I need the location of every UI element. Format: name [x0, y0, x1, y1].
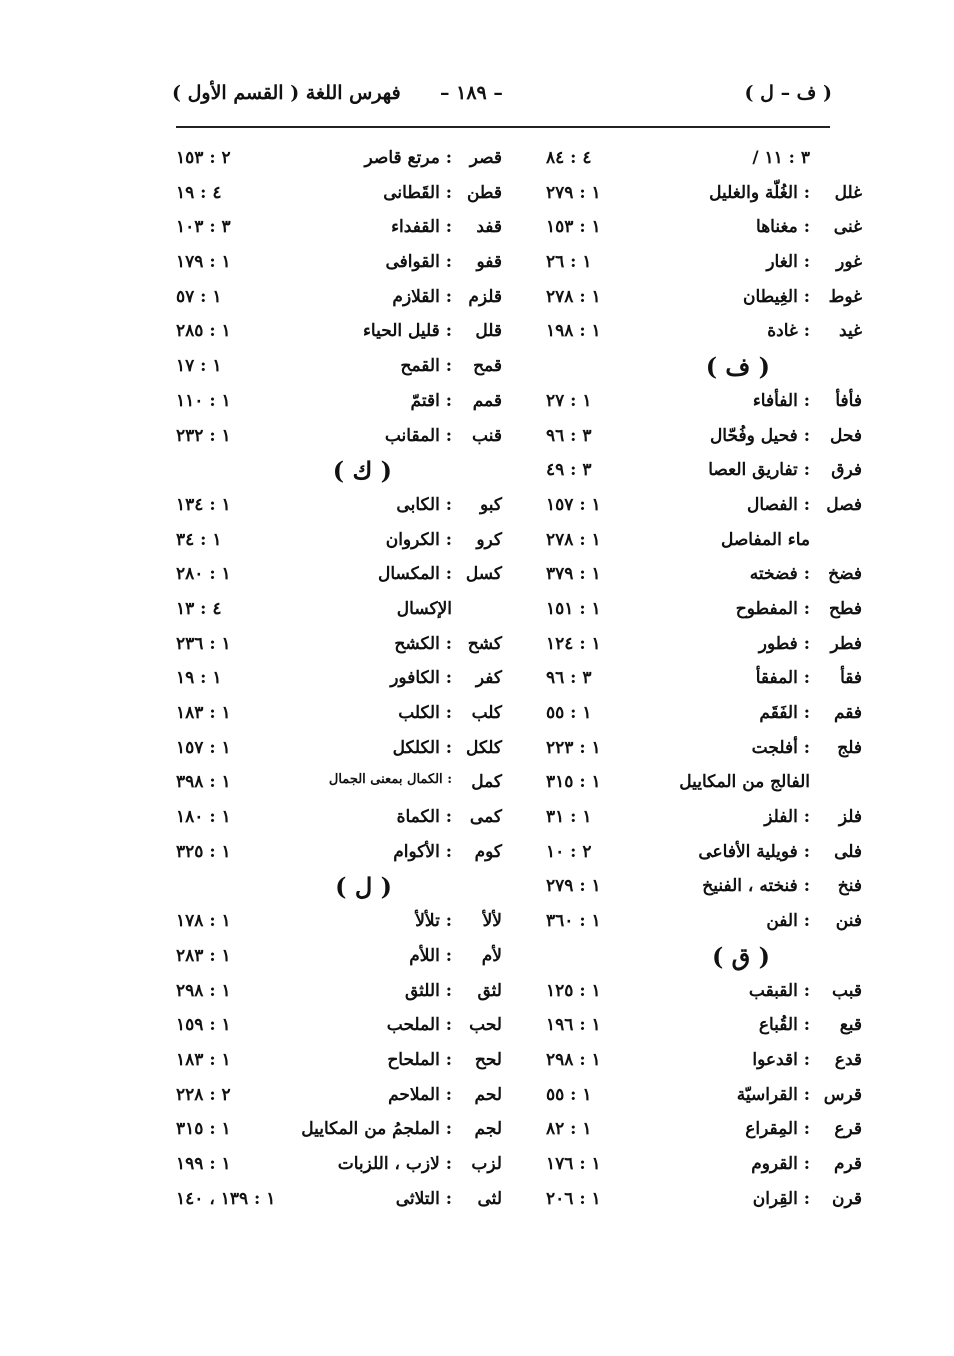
entry-word: : المقانب [384, 425, 452, 446]
index-entry [542, 1181, 862, 1216]
index-entry [542, 244, 862, 279]
header-letters: ( ف – ل ) [744, 82, 832, 104]
entry-root: غور [836, 252, 862, 273]
section-heading-row [542, 348, 862, 383]
entry-reference: ١ : ١١٠ [176, 390, 231, 411]
index-entry [172, 348, 502, 383]
entry-root: قدع [834, 1049, 862, 1070]
index-entry [542, 556, 862, 591]
entry-root: قفو [476, 252, 502, 273]
index-entry [172, 695, 502, 730]
entry-root: قبع [839, 1015, 862, 1036]
index-entry [172, 799, 502, 834]
index-entry [172, 487, 502, 522]
entry-root: فطح [828, 598, 862, 619]
entry-word: : الغُلّة والغليل [709, 182, 810, 203]
entry-word: : الملجمُ من المكاييل [301, 1119, 452, 1140]
entry-reference: ١ : ٣١٥ [546, 772, 601, 793]
entry-root: كمل [471, 772, 502, 793]
entry-word: : الغار [766, 252, 810, 273]
entry-root: قلل [475, 321, 502, 342]
section-letter-heading: ( ف ) [705, 352, 770, 382]
entry-root: فلز [838, 807, 862, 828]
entry-root: قبب [832, 980, 862, 1001]
entry-word: : القُباع [758, 1015, 810, 1036]
section-heading-row [542, 938, 862, 973]
entry-reference: ١ : ١٣٤ [176, 494, 231, 515]
entry-reference: ١ : ٣٧٩ [546, 564, 601, 585]
index-entry [542, 140, 862, 175]
entry-root: كسل [465, 564, 502, 585]
index-entry [172, 903, 502, 938]
entry-word: : القفداء [391, 217, 452, 238]
page-number: – ١٨٩ – [440, 82, 503, 104]
entry-root: قرم [833, 1153, 862, 1174]
entry-word: : فحيل وفُحّال [709, 425, 810, 446]
entry-reference: ١ : ١٥٧ [546, 494, 601, 515]
index-entry [172, 244, 502, 279]
index-entry [172, 279, 502, 314]
entry-root: كشح [467, 633, 502, 654]
entry-word: : مغناها [756, 217, 810, 238]
entry-root: غيد [839, 321, 862, 342]
entry-root: فرق [831, 460, 862, 481]
entry-word: : الأكوام [393, 841, 452, 862]
index-entry [172, 591, 502, 626]
entry-root: قلزم [468, 286, 502, 307]
entry-root: فطر [830, 633, 862, 654]
index-entry [172, 660, 502, 695]
entry-reference: ١ : ١٧٩ [176, 252, 231, 273]
entry-reference: ١ : ١٣٩ ، ١٤٠ [176, 1188, 276, 1209]
entry-reference: ١ : ٢٢٣ [546, 737, 601, 758]
entry-reference: ١ : ٢٠٦ [546, 1188, 601, 1209]
entry-word: : القروم [751, 1153, 810, 1174]
entry-word: : الكلكل [392, 737, 452, 758]
entry-root: كلب [471, 703, 502, 723]
entry-root: فقأ [840, 668, 862, 689]
entry-reference: ١ : ٢٧ [546, 390, 592, 411]
entry-word: ٣ : ١١ / [752, 148, 810, 168]
entry-root: لحح [474, 1049, 502, 1070]
entry-root: غوط [828, 286, 862, 307]
index-entry [542, 903, 862, 938]
entry-word: : التلاثى [395, 1188, 452, 1209]
entry-word: : الملحب [386, 1015, 452, 1036]
entry-word: : القبقب [748, 980, 810, 1001]
entry-word: : الفلز [764, 807, 810, 828]
entry-word: : المفقأ [755, 668, 810, 689]
entry-reference: ٤ : ١٩ [176, 182, 222, 203]
index-entry [542, 313, 862, 348]
entry-reference: ١ : ٢٧٩ [546, 182, 601, 203]
entry-reference: ١ : ٣١٥ [176, 1119, 231, 1140]
section-heading-row [172, 452, 502, 487]
entry-reference: ٤ : ١٣ [176, 598, 222, 619]
entry-reference: ١ : ٣٤ [176, 529, 222, 550]
index-entry [172, 313, 502, 348]
entry-reference: ٢ : ١٠ [546, 841, 592, 862]
entry-root: غلل [834, 182, 862, 203]
index-entry [542, 695, 862, 730]
entry-reference: ١ : ٢٨٠ [176, 564, 231, 585]
entry-reference: ١ : ٢٩٨ [176, 980, 231, 1001]
entry-word: الإكسال [396, 598, 452, 619]
section-letter-heading: ( ك ) [332, 456, 392, 486]
index-entry [172, 1042, 502, 1077]
index-column-right [542, 140, 862, 1215]
entry-reference: ١ : ٢٩٨ [546, 1049, 601, 1070]
index-entry [542, 868, 862, 903]
entry-reference: ١ : ١٩٦ [546, 1015, 601, 1036]
entry-word: : الكافور [390, 668, 452, 689]
index-entry [172, 764, 502, 799]
entry-reference: ١ : ٢٧٩ [546, 876, 601, 897]
entry-root: فقم [833, 703, 862, 723]
entry-word: : المكسال [377, 564, 452, 585]
entry-word: : اللثق [404, 980, 452, 1001]
index-entry [172, 140, 502, 175]
index-entry [172, 209, 502, 244]
index-entry [172, 1146, 502, 1181]
entry-root: قطن [466, 182, 502, 203]
entry-reference: ١ : ١٧٨ [176, 911, 231, 932]
entry-reference: ١ : ٣٦٠ [546, 911, 601, 932]
index-entry [172, 383, 502, 418]
entry-reference: ١ : ١٨٣ [176, 1049, 231, 1070]
entry-root: قفد [476, 217, 502, 238]
index-entry [542, 452, 862, 487]
entry-word: : الكماة [396, 807, 452, 828]
index-entry [172, 1111, 502, 1146]
entry-root: قرس [823, 1084, 862, 1105]
entry-word: : فضخته [749, 564, 810, 585]
index-column-left [172, 140, 502, 1215]
entry-reference: ١ : ٥٥ [546, 1084, 592, 1105]
entry-reference: ٣ : ١٠٣ [176, 217, 231, 238]
entry-root: لألأ [482, 911, 502, 932]
entry-root: قرن [832, 1188, 862, 1209]
entry-reference: ٤ : ٨٤ [546, 148, 592, 168]
entry-word: : الكلب [398, 703, 452, 723]
index-entry [542, 973, 862, 1008]
entry-root: كفر [475, 668, 502, 689]
entry-root: لثق [477, 980, 502, 1001]
entry-word: : الملاحم [388, 1084, 452, 1105]
index-entry [542, 418, 862, 453]
entry-reference: ١ : ١٧٦ [546, 1153, 601, 1174]
entry-reference: ١ : ١٧ [176, 356, 222, 377]
index-entry [542, 522, 862, 557]
section-heading-row [172, 868, 502, 903]
entry-reference: ٢ : ١٥٣ [176, 148, 231, 168]
entry-root: كلكل [466, 737, 502, 758]
entry-word: : الغِيطان [742, 286, 810, 307]
entry-root: لزب [471, 1153, 502, 1174]
index-entry [542, 279, 862, 314]
index-entry [172, 556, 502, 591]
entry-reference: ٣ : ٤٩ [546, 460, 592, 481]
section-letter-heading: ( ق ) [711, 941, 770, 971]
index-entry [542, 1077, 862, 1112]
entry-root: كمى [469, 807, 502, 828]
entry-root: قنب [472, 425, 502, 446]
index-entry [542, 1042, 862, 1077]
entry-reference: ١ : ١٨٠ [176, 807, 231, 828]
index-entry [542, 1111, 862, 1146]
entry-reference: ١ : ٣٢٥ [176, 841, 231, 862]
entry-word: : لازب ، اللزبات [337, 1153, 452, 1174]
index-entry [542, 626, 862, 661]
index-entry [542, 730, 862, 765]
entry-reference: ١ : ٥٥ [546, 703, 592, 723]
entry-root: لحم [474, 1084, 502, 1105]
running-title: فهرس اللغة ( القسم الأول ) [172, 82, 401, 104]
entry-reference: ١ : ١٩ [176, 668, 222, 689]
entry-word: : اقتمّ [410, 390, 452, 411]
entry-word: : تلألأ [415, 911, 452, 932]
index-entry [542, 1146, 862, 1181]
entry-reference: ١ : ٢٣٢ [176, 425, 231, 446]
entry-root: فنخ [837, 876, 862, 897]
entry-word: : فويلية الأفاعى [698, 841, 810, 862]
index-entry [172, 522, 502, 557]
entry-word: : الكشح [394, 633, 452, 654]
entry-word: : القِران [752, 1188, 810, 1209]
entry-reference: ١ : ٢٨٣ [176, 945, 231, 966]
entry-root: قرع [834, 1119, 862, 1140]
index-entry [172, 1181, 502, 1216]
entry-reference: ١ : ١٥٧ [176, 737, 231, 758]
entry-reference: ١ : ١٩٨ [546, 321, 601, 342]
entry-word: : القلازم [392, 286, 452, 307]
index-entry [542, 209, 862, 244]
entry-root: لأم [481, 945, 502, 966]
index-entry [542, 591, 862, 626]
index-entry [542, 799, 862, 834]
entry-word: : الكمال بمعنى الجمال [328, 772, 452, 788]
entry-word: : اقدعوا [752, 1049, 810, 1070]
index-entry [542, 175, 862, 210]
entry-word: : الملحاح [387, 1049, 452, 1070]
entry-root: فنن [835, 911, 862, 932]
entry-reference: ١ : ١٥١ [546, 598, 601, 619]
index-entry [542, 383, 862, 418]
entry-root: فلى [834, 841, 862, 862]
index-entry [172, 834, 502, 869]
entry-word: : اللأم [409, 945, 452, 966]
entry-reference: ١ : ١٥٩ [176, 1015, 231, 1036]
entry-word: : غادة [767, 321, 810, 342]
entry-word: : القَطانى [383, 182, 452, 203]
entry-word: : المِقراع [745, 1119, 810, 1140]
entry-root: لجم [474, 1119, 502, 1140]
entry-word: : فطور [758, 633, 810, 654]
entry-root: لحب [469, 1015, 502, 1036]
entry-reference: ١ : ٨٢ [546, 1119, 592, 1140]
index-entry [172, 1007, 502, 1042]
index-entry [172, 730, 502, 765]
entry-root: فلج [837, 737, 862, 758]
entry-reference: ١ : ٢٨٥ [176, 321, 231, 342]
entry-root: فأفأ [835, 390, 862, 411]
header-rule [176, 126, 830, 128]
entry-root: كبو [479, 494, 502, 515]
entry-root: فصل [826, 494, 862, 515]
entry-word: : مرتع قاصر [364, 148, 452, 168]
index-entry [542, 834, 862, 869]
entry-root: قصر [469, 148, 502, 168]
entry-word: : المفطوح [735, 598, 810, 619]
index-entry [542, 1007, 862, 1042]
entry-root: قمح [473, 356, 502, 377]
entry-word: : الفن [766, 911, 810, 932]
entry-reference: ١ : ٢٧٨ [546, 286, 601, 307]
index-entry [172, 973, 502, 1008]
entry-reference: ١ : ٢٣٦ [176, 633, 231, 654]
entry-reference: ٢ : ٢٢٨ [176, 1084, 231, 1105]
entry-word: : أفلجت [751, 737, 810, 758]
entry-word: : القمح [400, 356, 452, 377]
index-entry [542, 660, 862, 695]
entry-reference: ١ : ١٩٩ [176, 1153, 231, 1174]
entry-reference: ١ : ٣١ [546, 807, 592, 828]
entry-root: فضخ [828, 564, 862, 585]
index-entry [172, 626, 502, 661]
entry-word: الفالج من المكاييل [679, 772, 810, 793]
entry-reference: ١ : ٥٧ [176, 286, 222, 307]
entry-word: : القوافى [385, 252, 452, 273]
entry-word: : فنخته ، الفنيخ [702, 876, 810, 897]
entry-word: : الكروان [385, 529, 452, 550]
entry-reference: ١ : ٣٩٨ [176, 772, 231, 793]
entry-word: : قليل الحياء [362, 321, 452, 342]
entry-root: غنى [833, 217, 862, 238]
entry-reference: ٣ : ٩٦ [546, 425, 592, 446]
index-entry [172, 1077, 502, 1112]
entry-reference: ١ : ٢٦ [546, 252, 592, 273]
entry-word: : الكابى [396, 494, 452, 515]
entry-root: قمم [472, 390, 502, 411]
index-entry [542, 487, 862, 522]
entry-word: : الفَقَم [759, 703, 810, 723]
entry-root: كرو [476, 529, 502, 550]
index-entry [542, 764, 862, 799]
entry-word: ماء المفاصل [720, 529, 810, 550]
entry-reference: ١ : ٢٧٨ [546, 529, 601, 550]
section-letter-heading: ( ل ) [335, 872, 392, 902]
entry-reference: ١ : ١٥٣ [546, 217, 601, 238]
entry-root: لثى [477, 1188, 502, 1209]
entry-word: : الفأفاء [752, 390, 810, 411]
entry-word: : تفاريق العصا [708, 460, 810, 481]
entry-reference: ١ : ١٢٤ [546, 633, 601, 654]
entry-word: : الفصال [747, 494, 810, 515]
entry-reference: ٣ : ٩٦ [546, 668, 592, 689]
entry-root: كوم [474, 841, 502, 862]
entry-reference: ١ : ١٢٥ [546, 980, 601, 1001]
index-entry [172, 175, 502, 210]
index-entry [172, 418, 502, 453]
entry-word: : القراسيّة [736, 1084, 810, 1105]
index-entry [172, 938, 502, 973]
entry-root: فحل [830, 425, 862, 446]
entry-reference: ١ : ١٨٣ [176, 703, 231, 723]
